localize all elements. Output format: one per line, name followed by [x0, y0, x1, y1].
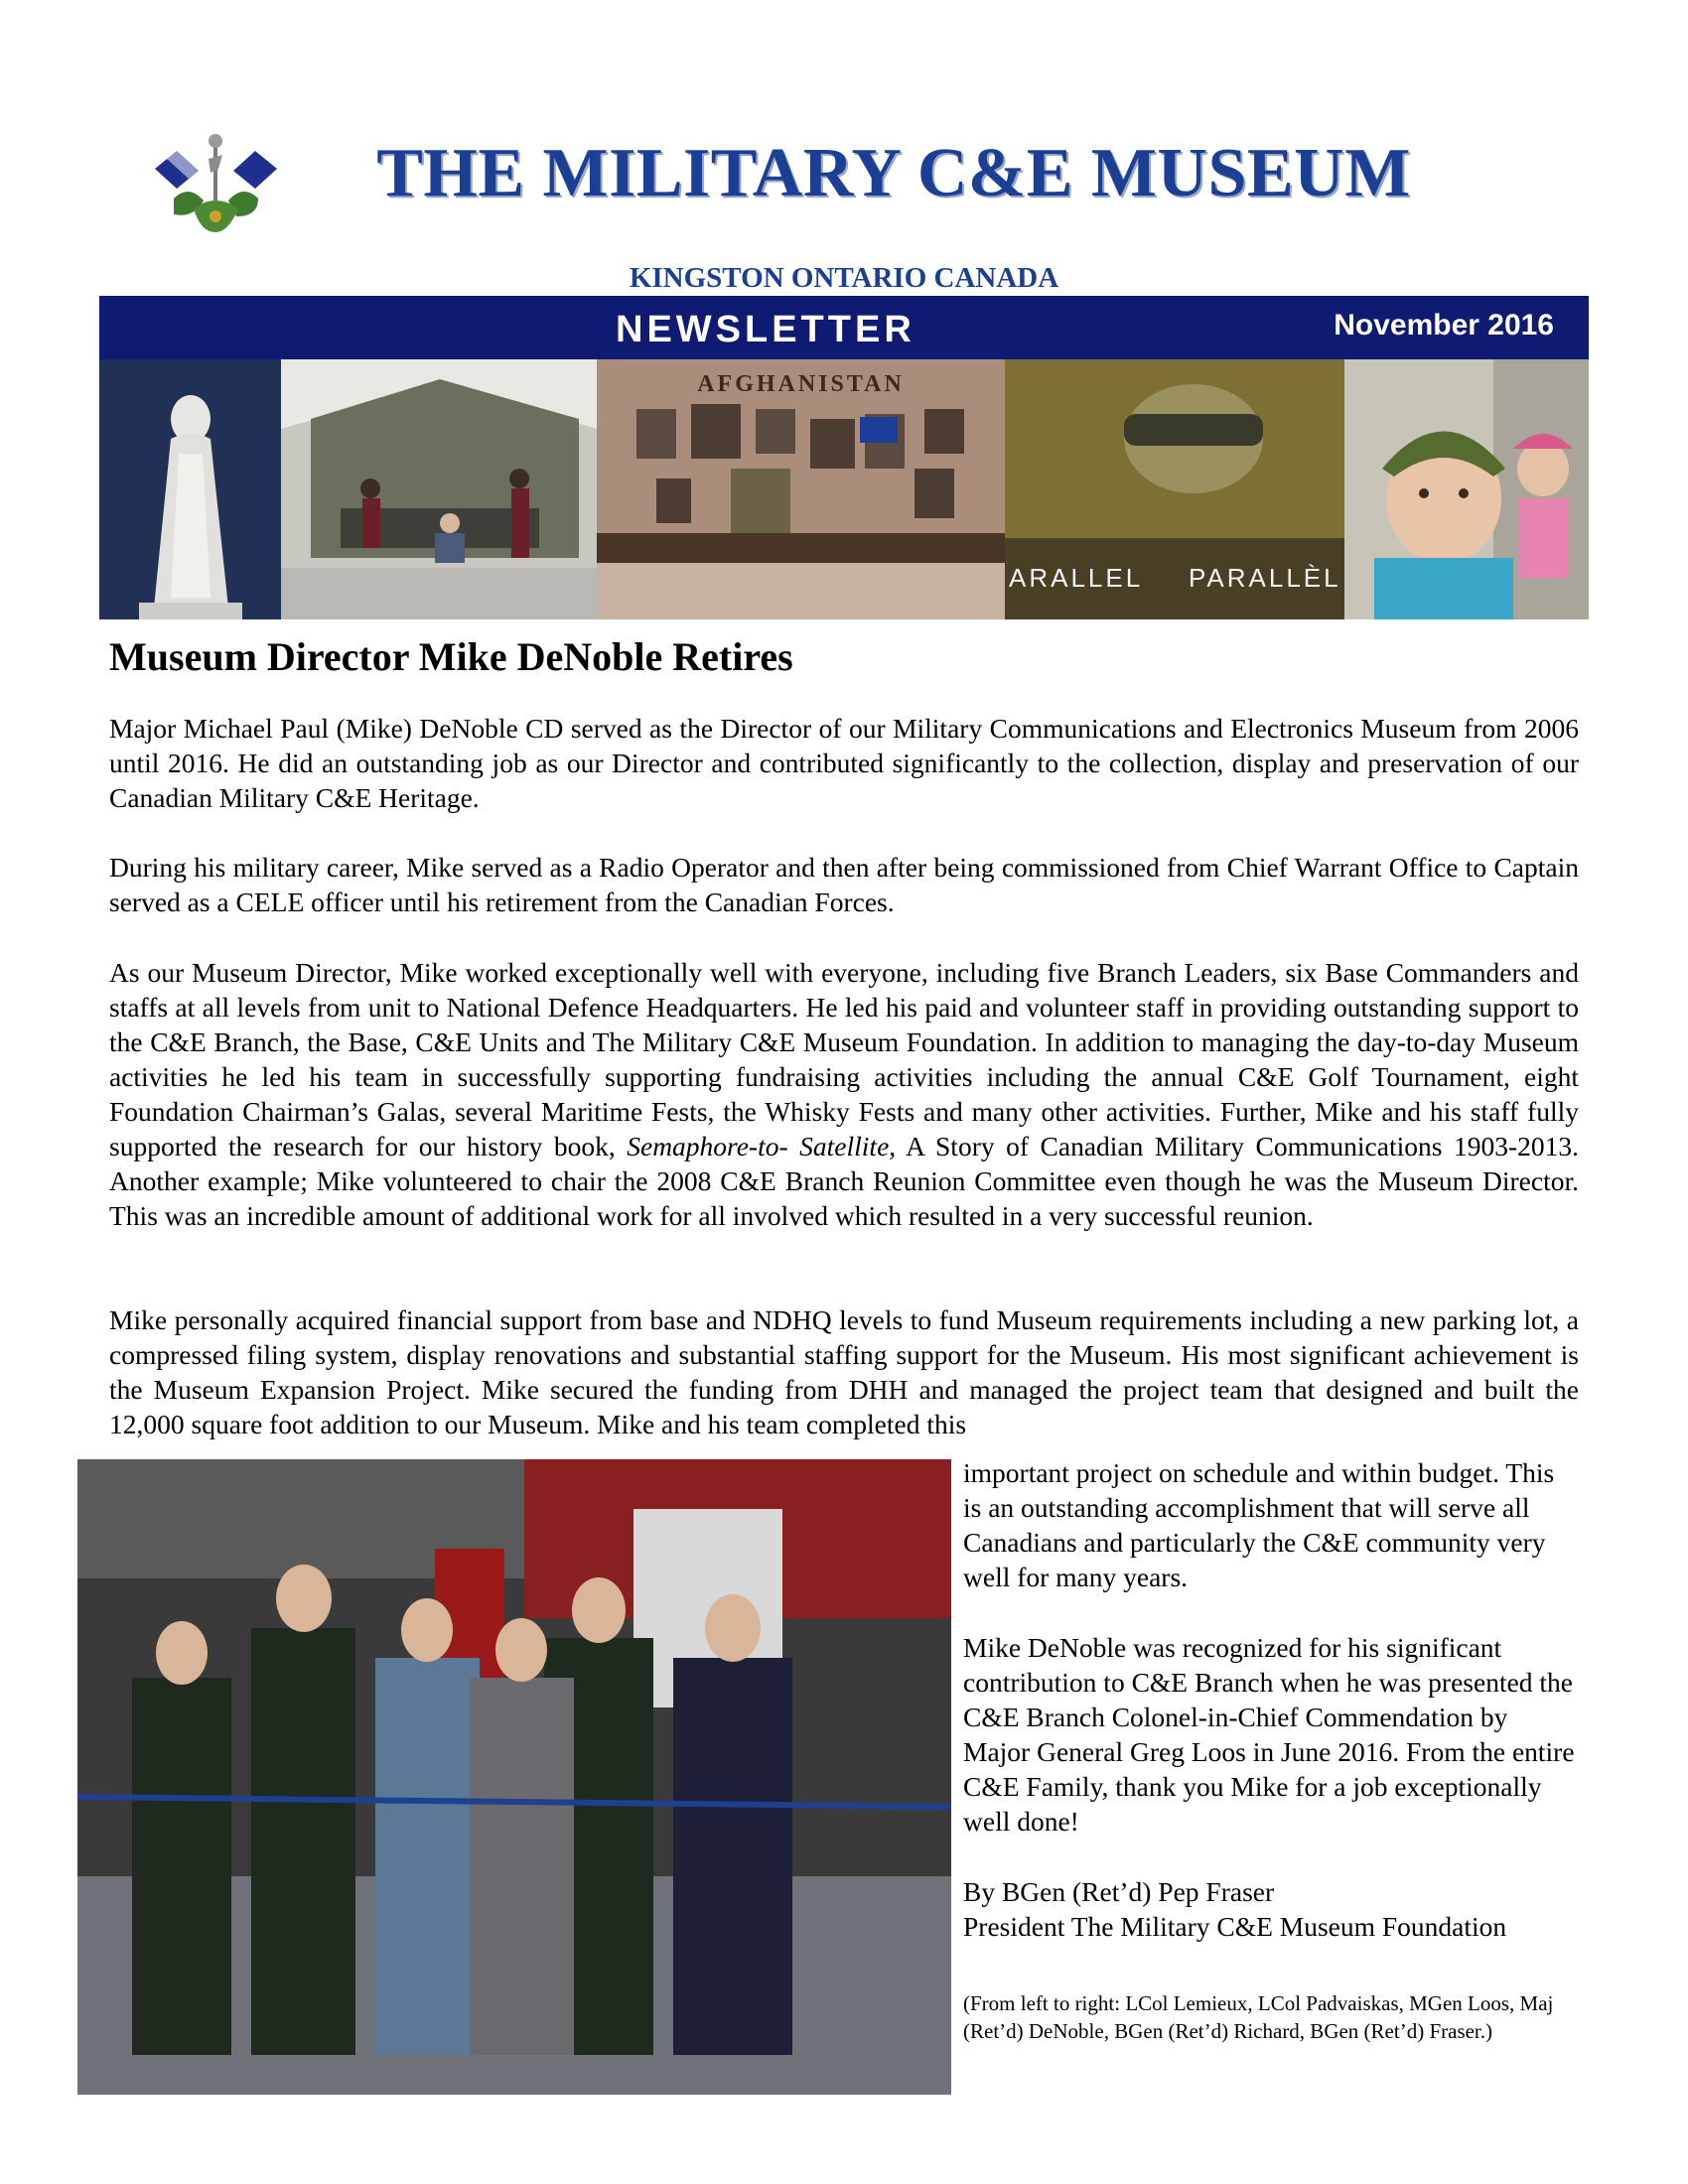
location-subtitle: KINGSTON ONTARIO CANADA — [629, 262, 1059, 294]
ribbon-cutting-photo — [77, 1459, 951, 2095]
afghanistan-label: AFGHANISTAN — [697, 371, 905, 397]
article-paragraph-1: Major Michael Paul (Mike) DeNoble CD served as the Director of our Military Communications and Electronics Museum from 2006 until 2016. He did an outstanding job as our Director and contributed significantly to the collection, display and preservation of our Canadian Military C&E Heritage. — [109, 713, 1579, 813]
statue-photo — [99, 359, 281, 619]
child-helmet-photo — [1344, 359, 1589, 619]
newsletter-banner — [99, 296, 1589, 359]
photo-caption: (From left to right: LCol Lemieux, LCol Padvaiskas, MGen Loos, Maj (Ret’d) DeNoble, BGen (Ret’d) Richard, BGen (Ret’d) Fraser.) — [963, 1991, 1554, 2043]
photo-strip — [99, 359, 1589, 619]
article-paragraph-4: Mike personally acquired financial support from base and NDHQ levels to fund Museum requirements including a new parking lot, a compressed filing system, display renovations and substantial staffing support for the Museum. His most significant achievement is the Museum Expansion Project. Mike secured the funding from DHH and managed the project team that designed and built the 12,000 square foot addition to our Museum. Mike and his team completed this — [109, 1304, 1579, 1439]
article-paragraph-3-part-b: A Story of Canadian Military Communications 1903-2013. Another example; Mike volunteered to chair the 2008 C&E Branch Reunion Committee even though he was the Museum Director. This was an incredible amount of additional work for all involved which resulted in a very successful reunion. — [109, 1131, 1579, 1231]
article-paragraph-3 — [109, 955, 1579, 1233]
book-title: Semaphore-to- Satellite, — [627, 1131, 897, 1161]
article-paragraph-3-part-a: As our Museum Director, Mike worked exceptionally well with everyone, including five Branch Leaders, six Base Commanders and staffs at all levels from unit to National Defence Headquarters. He led his paid and volunteer staff in providing outstanding support to the C&E Branch, the Base, C&E Units and The Military C&E Museum Foundation. In addition to managing the day-to-day Museum activities he led his team in successfully supporting fundraising activities including the annual C&E Golf Tournament, eight Foundation Chairman’s Galas, several Maritime Fests, the Whisky Fests and many other activities. Further, Mike and his staff fully supported the research for our history book, — [109, 957, 1579, 1161]
article-headline: Museum Director Mike DeNoble Retires — [109, 634, 793, 679]
article-paragraph-5: Mike DeNoble was recognized for his significant contribution to C&E Branch when he was presented the C&E Branch Colonel-in-Chief Commendation by Major General Greg Loos in June 2016. From the entire C&E Family, thank you Mike for a job exceptionally well done! — [963, 1632, 1575, 1837]
parallel-text-left: ARALLEL — [1009, 563, 1144, 593]
byline-title: President The Military C&E Museum Foundation — [963, 1911, 1507, 1942]
article-paragraph-4-continued: important project on schedule and within budget. This is an outstanding accomplishment that will serve all Canadians and particularly the C&E community very well for many years. — [963, 1457, 1555, 1592]
byline — [963, 1874, 1579, 1944]
parallel-exhibit-photo — [1005, 359, 1344, 619]
afghanistan-exhibit-photo — [597, 359, 1005, 619]
byline-author: By BGen (Ret’d) Pep Fraser — [963, 1876, 1275, 1907]
banner-date: November 2016 — [1334, 309, 1554, 341]
parallel-text-right: PARALLÈL — [1189, 563, 1341, 593]
banner-title: NEWSLETTER — [616, 309, 915, 350]
article-paragraph-2: During his military career, Mike served as a Radio Operator and then after being commissioned from Chief Warrant Office to Captain served as a CELE officer until his retirement from the Canadian Forces. — [109, 852, 1579, 917]
c-and-e-branch-badge-icon — [149, 129, 283, 238]
page-title: THE MILITARY C&E MUSEUM — [376, 135, 1411, 211]
tent-display-photo — [281, 359, 597, 619]
